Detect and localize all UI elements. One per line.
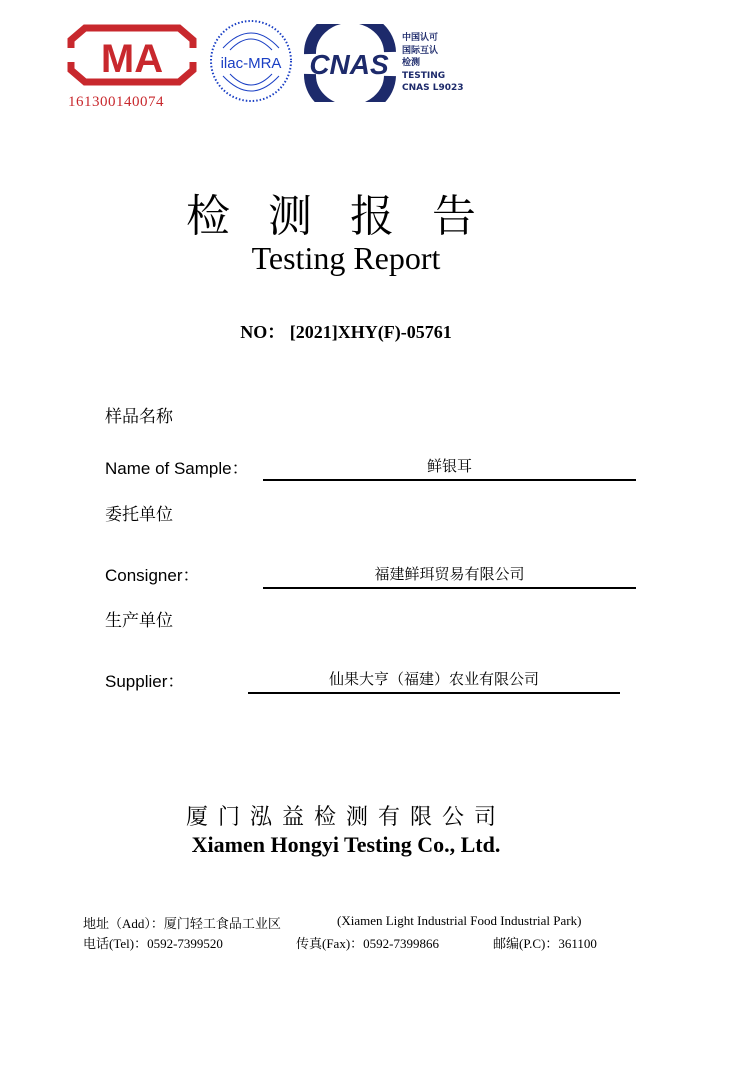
cnas-line: 中国认可	[402, 33, 439, 43]
cnas-line: CNAS L9023	[402, 83, 464, 93]
cma-number: 161300140074	[68, 94, 164, 110]
report-number: NO： [2021]XHY(F)-05761	[240, 322, 452, 342]
consigner-value: 福建鲜珥贸易有限公司	[263, 563, 636, 589]
address-en: (Xiamen Light Industrial Food Industrial Park)	[337, 913, 582, 928]
title-english: Testing Report	[251, 240, 441, 276]
cnas-line: 检测	[402, 58, 421, 68]
consigner-label-cn: 委托单位	[105, 505, 173, 525]
cnas-logo	[300, 24, 398, 102]
fax: 传真(Fax)：0592-7399866	[296, 936, 439, 951]
ilac-mra-logo	[208, 18, 294, 104]
telephone: 电话(Tel)：0592-7399520	[83, 936, 223, 951]
cnas-caption	[402, 32, 464, 95]
sample-name-value: 鲜银耳	[263, 455, 636, 481]
supplier-label-cn: 生产单位	[105, 611, 173, 631]
cnas-line: TESTING	[402, 70, 446, 81]
consigner-label-en: Consigner：	[105, 566, 200, 585]
company-name-en: Xiamen Hongyi Testing Co., Ltd.	[191, 832, 501, 857]
sample-name-label-en: Name of Sample：	[105, 459, 249, 478]
address-cn: 地址（Add）：厦门轻工食品工业区	[83, 916, 281, 931]
svg-text:MA: MA	[100, 37, 164, 81]
sample-name-label-cn: 样品名称	[105, 407, 173, 427]
cnas-line: 国际互认	[402, 45, 439, 56]
supplier-value: 仙果大亨（福建）农业有限公司	[248, 668, 620, 694]
svg-text:ilac-MRA: ilac-MRA	[220, 55, 282, 72]
cma-logo	[67, 24, 197, 86]
company-name-cn: 厦门泓益检测有限公司	[185, 805, 506, 830]
supplier-label-en: Supplier：	[105, 672, 185, 691]
postcode: 邮编(P.C)：361100	[493, 936, 597, 951]
title-chinese: 检测报告	[186, 191, 514, 242]
svg-text:CNAS: CNAS	[309, 49, 389, 80]
